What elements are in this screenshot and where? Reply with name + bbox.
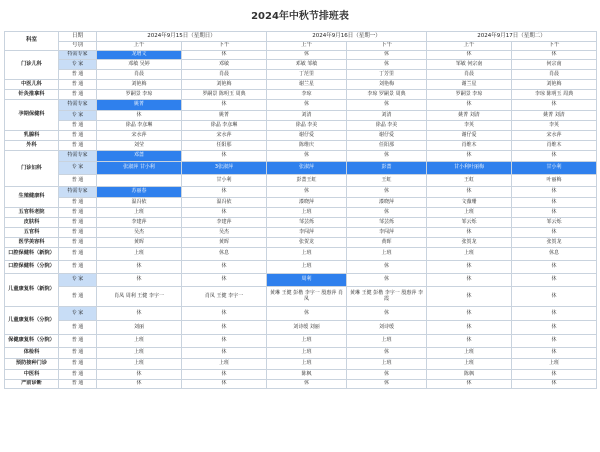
shift-cell: 李琼 [267, 90, 347, 100]
table-row [5, 238, 597, 248]
shift-cell: 休 [267, 151, 347, 162]
table-row [5, 80, 597, 90]
shift-cell: 休 [512, 100, 597, 111]
header-am: 上午 [427, 42, 512, 51]
shift-cell: 休 [512, 151, 597, 162]
table-row [5, 100, 597, 111]
header-shift-label: 号别 [59, 42, 97, 51]
shift-cell: 上班 [182, 359, 267, 370]
shift-cell: 丁范里 [267, 70, 347, 80]
shift-cell: 上班 [427, 348, 512, 359]
clinic-type-cell: 普 通 [59, 321, 97, 335]
clinic-type-cell: 专 家 [59, 162, 97, 175]
shift-cell: 龙增文 [97, 51, 182, 60]
shift-cell: 彭蔷王虹 [267, 175, 347, 187]
shift-cell: 上班 [267, 348, 347, 359]
shift-cell: 刘艳梅 [512, 80, 597, 90]
clinic-type-cell: 普 通 [59, 238, 97, 248]
shift-cell: 休 [512, 261, 597, 274]
shift-cell: 黄琳 王健 彭楷 李宇一 殷惠萍 李霞 [347, 287, 427, 307]
clinic-type-cell: 特需专家 [59, 51, 97, 60]
header-date-label: 日期 [59, 32, 97, 42]
clinic-type-cell: 专 家 [59, 307, 97, 321]
clinic-type-cell: 普 通 [59, 208, 97, 218]
header-date-3: 2024年9月17日（星期二） [427, 32, 597, 42]
shift-cell: 休 [182, 380, 267, 389]
shift-cell: 刘莹 [97, 141, 182, 151]
clinic-type-cell: 普 通 [59, 261, 97, 274]
table-row [5, 287, 597, 307]
shift-cell: 姚菁 [182, 111, 267, 121]
shift-cell: 上班 [347, 359, 427, 370]
shift-cell: 李建萍 [182, 218, 267, 228]
shift-cell: 黄晖 [97, 238, 182, 248]
shift-cell: 休 [97, 370, 182, 380]
shift-cell: 张贺龙 [267, 238, 347, 248]
table-row [5, 187, 597, 198]
shift-cell: 彭蔷 [347, 162, 427, 175]
table-row [5, 218, 597, 228]
clinic-type-cell: 普 通 [59, 198, 97, 208]
clinic-type-cell: 普 通 [59, 121, 97, 131]
shift-cell: 休 [347, 60, 427, 70]
shift-cell: 休 [182, 208, 267, 218]
shift-cell: 李建萍 [97, 218, 182, 228]
shift-cell: 陈维庆 [267, 141, 347, 151]
header-dept: 科室 [5, 32, 59, 51]
clinic-type-cell: 普 通 [59, 80, 97, 90]
shift-cell: 休 [512, 335, 597, 348]
shift-cell: 周利 [267, 274, 347, 287]
shift-cell: 上班 [267, 359, 347, 370]
table-row [5, 141, 597, 151]
shift-cell: 肖晨 [512, 70, 597, 80]
shift-cell: 休 [512, 274, 597, 287]
clinic-type-cell: 专 家 [59, 111, 97, 121]
table-row [5, 111, 597, 121]
table-row [5, 70, 597, 80]
shift-cell: 徐晶 李美 [347, 121, 427, 131]
shift-cell: 休 [427, 187, 512, 198]
shift-cell: 休 [97, 261, 182, 274]
clinic-type-cell: 特需专家 [59, 187, 97, 198]
department-cell: 预防接种门诊 [5, 359, 59, 370]
shift-cell: 上班 [347, 335, 427, 348]
shift-cell: 上班 [512, 359, 597, 370]
table-row [5, 307, 597, 321]
table-row [5, 151, 597, 162]
shift-cell: 休 [512, 370, 597, 380]
clinic-type-cell: 普 通 [59, 335, 97, 348]
shift-cell: 甘小利叶丽梅 [427, 162, 512, 175]
shift-cell: 休 [97, 274, 182, 287]
header-date-1: 2024年9月15日（星期日） [97, 32, 267, 42]
shift-cell: 休 [267, 380, 347, 389]
shift-cell: 吴杰 [97, 228, 182, 238]
table-row [5, 208, 597, 218]
header-pm: 下午 [347, 42, 427, 51]
shift-cell: 黄晖 [182, 238, 267, 248]
shift-cell: 肖凤 周利 王健 李宇一 [97, 287, 182, 307]
shift-cell: 休 [347, 274, 427, 287]
department-cell: 保健康复科（分院） [5, 335, 59, 348]
shift-cell: 邓敏 吴婷 [97, 60, 182, 70]
table-row [5, 60, 597, 70]
shift-cell: 休 [182, 321, 267, 335]
table-row [5, 321, 597, 335]
shift-cell: 丁芳里 [347, 70, 427, 80]
shift-cell: 叶丽梅 [512, 175, 597, 187]
shift-cell: 休 [347, 187, 427, 198]
department-cell: 生殖健康科 [5, 187, 59, 208]
clinic-type-cell: 普 通 [59, 287, 97, 307]
shift-cell: 休息 [182, 248, 267, 261]
shift-cell: 邓蔷 [97, 151, 182, 162]
shift-cell: 休 [347, 208, 427, 218]
shift-cell: 休息 [512, 248, 597, 261]
shift-cell: 休 [512, 187, 597, 198]
shift-cell: 肖晨 [97, 70, 182, 80]
table-row [5, 228, 597, 238]
shift-cell: 休 [427, 261, 512, 274]
shift-cell: 休 [427, 274, 512, 287]
clinic-type-cell: 普 通 [59, 175, 97, 187]
shift-cell: 休 [347, 51, 427, 60]
shift-cell: 休 [427, 100, 512, 111]
shift-cell: 休 [512, 208, 597, 218]
shift-cell: 黄晖 [347, 238, 427, 248]
shift-cell: 休 [182, 307, 267, 321]
shift-cell: 上班 [427, 359, 512, 370]
shift-cell: 3张淑萍 [182, 162, 267, 175]
shift-cell: 李闯萍 [267, 228, 347, 238]
schedule-table [4, 31, 597, 389]
shift-cell: 苏丽春 [97, 187, 182, 198]
shift-cell: 姚菁 刘清 [512, 111, 597, 121]
shift-cell: 陈枫 [267, 370, 347, 380]
shift-cell: 休 [427, 321, 512, 335]
shift-cell: 休 [267, 100, 347, 111]
shift-cell: 刘艳梅 [347, 80, 427, 90]
table-row [5, 248, 597, 261]
shift-cell: 李英 [512, 121, 597, 131]
clinic-type-cell: 普 通 [59, 90, 97, 100]
shift-cell: 邓敏 [182, 60, 267, 70]
shift-cell: 谢仔爱 [267, 131, 347, 141]
table-row [5, 121, 597, 131]
shift-cell: 刘丽 [97, 321, 182, 335]
shift-cell: 罗嗣景 李琼 [97, 90, 182, 100]
shift-cell: 上班 [97, 348, 182, 359]
shift-cell: 休 [347, 380, 427, 389]
table-row [5, 348, 597, 359]
table-row [5, 131, 597, 141]
department-cell: 口腔保健科（新院） [5, 248, 59, 261]
clinic-type-cell: 普 通 [59, 359, 97, 370]
department-cell: 体检科 [5, 348, 59, 359]
shift-cell: 休 [347, 100, 427, 111]
shift-cell: 徐晶 李彦琳 [182, 121, 267, 131]
department-cell: 外科 [5, 141, 59, 151]
table-row [5, 261, 597, 274]
shift-cell: 甘小利 [512, 162, 597, 175]
header-row-shifts [5, 42, 597, 51]
table-row [5, 51, 597, 60]
shift-cell: 休 [182, 151, 267, 162]
department-cell: 乳腺科 [5, 131, 59, 141]
shift-cell: 陈枫 [427, 370, 512, 380]
shift-cell [97, 175, 182, 187]
clinic-type-cell: 普 通 [59, 370, 97, 380]
shift-cell: 姚菁 [97, 100, 182, 111]
clinic-type-cell: 普 通 [59, 380, 97, 389]
shift-cell: 张淑萍 甘小利 [97, 162, 182, 175]
shift-cell: 邹云烁 [512, 218, 597, 228]
header-am: 上午 [97, 42, 182, 51]
shift-cell: 何宗南 [512, 60, 597, 70]
shift-cell: 上班 [347, 248, 427, 261]
shift-cell: 温冯依 [97, 198, 182, 208]
table-row [5, 335, 597, 348]
shift-cell: 漆晓萍 [267, 198, 347, 208]
shift-cell: 张贺龙 [427, 238, 512, 248]
shift-cell: 邹云烁 [427, 218, 512, 228]
shift-cell: 休 [427, 380, 512, 389]
shift-cell: 休 [347, 348, 427, 359]
header-am: 上午 [267, 42, 347, 51]
shift-cell: 温冯依 [182, 198, 267, 208]
shift-cell: 刘艳梅 [97, 80, 182, 90]
shift-cell: 休 [427, 151, 512, 162]
header-date-2: 2024年9月16日（星期一） [267, 32, 427, 42]
department-cell: 产前诊断 [5, 380, 59, 389]
shift-cell: 王虹 [347, 175, 427, 187]
shift-cell: 张贺龙 [512, 238, 597, 248]
shift-cell: 休 [347, 151, 427, 162]
table-row [5, 90, 597, 100]
shift-cell: 徐晶 李美 [267, 121, 347, 131]
table-row [5, 359, 597, 370]
shift-cell: 上班 [97, 208, 182, 218]
table-row [5, 370, 597, 380]
clinic-type-cell: 特需专家 [59, 151, 97, 162]
shift-cell: 休 [512, 228, 597, 238]
department-cell: 门诊妇科 [5, 151, 59, 187]
shift-cell: 休 [347, 370, 427, 380]
department-cell: 中医儿科 [5, 80, 59, 90]
shift-cell: 休 [182, 187, 267, 198]
shift-cell: 刘清 [347, 111, 427, 121]
shift-cell: 刘诗缓 刘丽 [267, 321, 347, 335]
shift-cell: 休 [427, 287, 512, 307]
shift-cell: 休 [182, 335, 267, 348]
shift-cell: 休 [267, 307, 347, 321]
shift-cell: 刘清 [267, 111, 347, 121]
department-cell: 口腔保健科（分院） [5, 261, 59, 274]
shift-cell: 谢仔爱 [427, 131, 512, 141]
shift-cell: 休 [97, 307, 182, 321]
department-cell: 孕期保健科 [5, 100, 59, 131]
shift-cell: 吴杰 [182, 228, 267, 238]
shift-cell: 谢仔爱 [347, 131, 427, 141]
shift-cell: 上班 [97, 335, 182, 348]
department-cell: 医学美容科 [5, 238, 59, 248]
shift-cell: 宋水萍 [182, 131, 267, 141]
shift-cell: 宋水萍 [97, 131, 182, 141]
shift-cell: 休 [427, 51, 512, 60]
shift-cell: 休 [182, 274, 267, 287]
shift-cell: 邓敏 邹敏 [267, 60, 347, 70]
shift-cell: 宋水萍 [512, 131, 597, 141]
shift-cell: 罗嗣景 陈明玉 周典 [182, 90, 267, 100]
shift-cell: 徐晶 李彦琳 [97, 121, 182, 131]
department-cell: 五官科老院 [5, 208, 59, 218]
shift-cell: 漆晓萍 [347, 198, 427, 208]
shift-cell: 上班 [267, 208, 347, 218]
shift-cell: 肖凤 王健 李宇一 [182, 287, 267, 307]
shift-cell: 肖晨 [182, 70, 267, 80]
department-cell: 儿童康复科（分院） [5, 307, 59, 335]
shift-cell: 休 [512, 321, 597, 335]
shift-cell: 休 [182, 370, 267, 380]
shift-cell: 休 [347, 307, 427, 321]
table-row [5, 162, 597, 175]
clinic-type-cell: 普 通 [59, 70, 97, 80]
shift-cell: 上班 [267, 248, 347, 261]
department-cell: 针灸推拿科 [5, 90, 59, 100]
shift-cell: 休 [182, 51, 267, 60]
shift-cell: 张淑萍 [267, 162, 347, 175]
shift-cell: 上班 [267, 335, 347, 348]
shift-cell: 李闯萍 [347, 228, 427, 238]
shift-cell: 谢兰星 [427, 80, 512, 90]
department-cell: 中医科 [5, 370, 59, 380]
shift-cell: 刘艳梅 [182, 80, 267, 90]
shift-cell: 甘小利 [182, 175, 267, 187]
clinic-type-cell: 普 通 [59, 218, 97, 228]
shift-cell: 休 [97, 380, 182, 389]
department-cell: 儿童康复科（新院） [5, 274, 59, 307]
shift-cell: 上班 [97, 359, 182, 370]
clinic-type-cell: 普 通 [59, 131, 97, 141]
shift-cell: 肖维木 [427, 141, 512, 151]
shift-cell: 休 [427, 307, 512, 321]
shift-cell: 姚菁 刘清 [427, 111, 512, 121]
department-cell: 皮肤科 [5, 218, 59, 228]
shift-cell: 任阳那 [182, 141, 267, 151]
header-row-dates [5, 32, 597, 42]
clinic-type-cell: 普 通 [59, 248, 97, 261]
shift-cell: 刘诗缓 [347, 321, 427, 335]
shift-cell: 休 [182, 100, 267, 111]
shift-cell: 休 [512, 380, 597, 389]
shift-cell: 邹敏 何宗南 [427, 60, 512, 70]
shift-cell: 休 [512, 287, 597, 307]
shift-cell: 李琼 罗嗣景 周典 [347, 90, 427, 100]
department-cell: 五官科 [5, 228, 59, 238]
header-pm: 下午 [512, 42, 597, 51]
shift-cell: 休 [512, 348, 597, 359]
shift-cell: 休 [512, 307, 597, 321]
shift-cell: 邹芸烁 [267, 218, 347, 228]
shift-cell: 休 [347, 261, 427, 274]
table-row [5, 198, 597, 208]
clinic-type-cell: 普 通 [59, 141, 97, 151]
shift-cell: 李琼 陈明玉 周典 [512, 90, 597, 100]
shift-cell: 罗嗣景 李琼 [427, 90, 512, 100]
shift-cell: 任阳那 [347, 141, 427, 151]
shift-cell: 肖晨 [427, 70, 512, 80]
shift-cell: 休 [182, 348, 267, 359]
shift-cell: 邹芸烁 [347, 218, 427, 228]
clinic-type-cell: 专 家 [59, 60, 97, 70]
shift-cell: 休 [427, 335, 512, 348]
shift-cell: 休 [267, 187, 347, 198]
shift-cell: 休 [512, 51, 597, 60]
clinic-type-cell: 普 通 [59, 348, 97, 359]
clinic-type-cell: 普 通 [59, 228, 97, 238]
header-pm: 下午 [182, 42, 267, 51]
department-cell: 门诊儿科 [5, 51, 59, 80]
shift-cell: 王虹 [427, 175, 512, 187]
shift-cell: 休 [97, 111, 182, 121]
table-row [5, 380, 597, 389]
shift-cell: 肖维木 [512, 141, 597, 151]
shift-cell: 文薇珊 [427, 198, 512, 208]
shift-cell: 谢兰星 [267, 80, 347, 90]
shift-cell: 黄琳 王健 彭楷 李宇一 殷惠萍 肖凤 [267, 287, 347, 307]
clinic-type-cell: 特需专家 [59, 100, 97, 111]
shift-cell: 上班 [267, 261, 347, 274]
shift-cell: 上班 [97, 248, 182, 261]
table-row [5, 274, 597, 287]
shift-cell: 上班 [427, 248, 512, 261]
table-row [5, 175, 597, 187]
clinic-type-cell: 专 家 [59, 274, 97, 287]
shift-cell: 休 [182, 261, 267, 274]
shift-cell: 上班 [427, 208, 512, 218]
page-title: 2024年中秋节排班表 [251, 11, 349, 22]
shift-cell: 休 [267, 51, 347, 60]
shift-cell: 休 [427, 228, 512, 238]
shift-cell: 休 [512, 198, 597, 208]
shift-cell: 李英 [427, 121, 512, 131]
